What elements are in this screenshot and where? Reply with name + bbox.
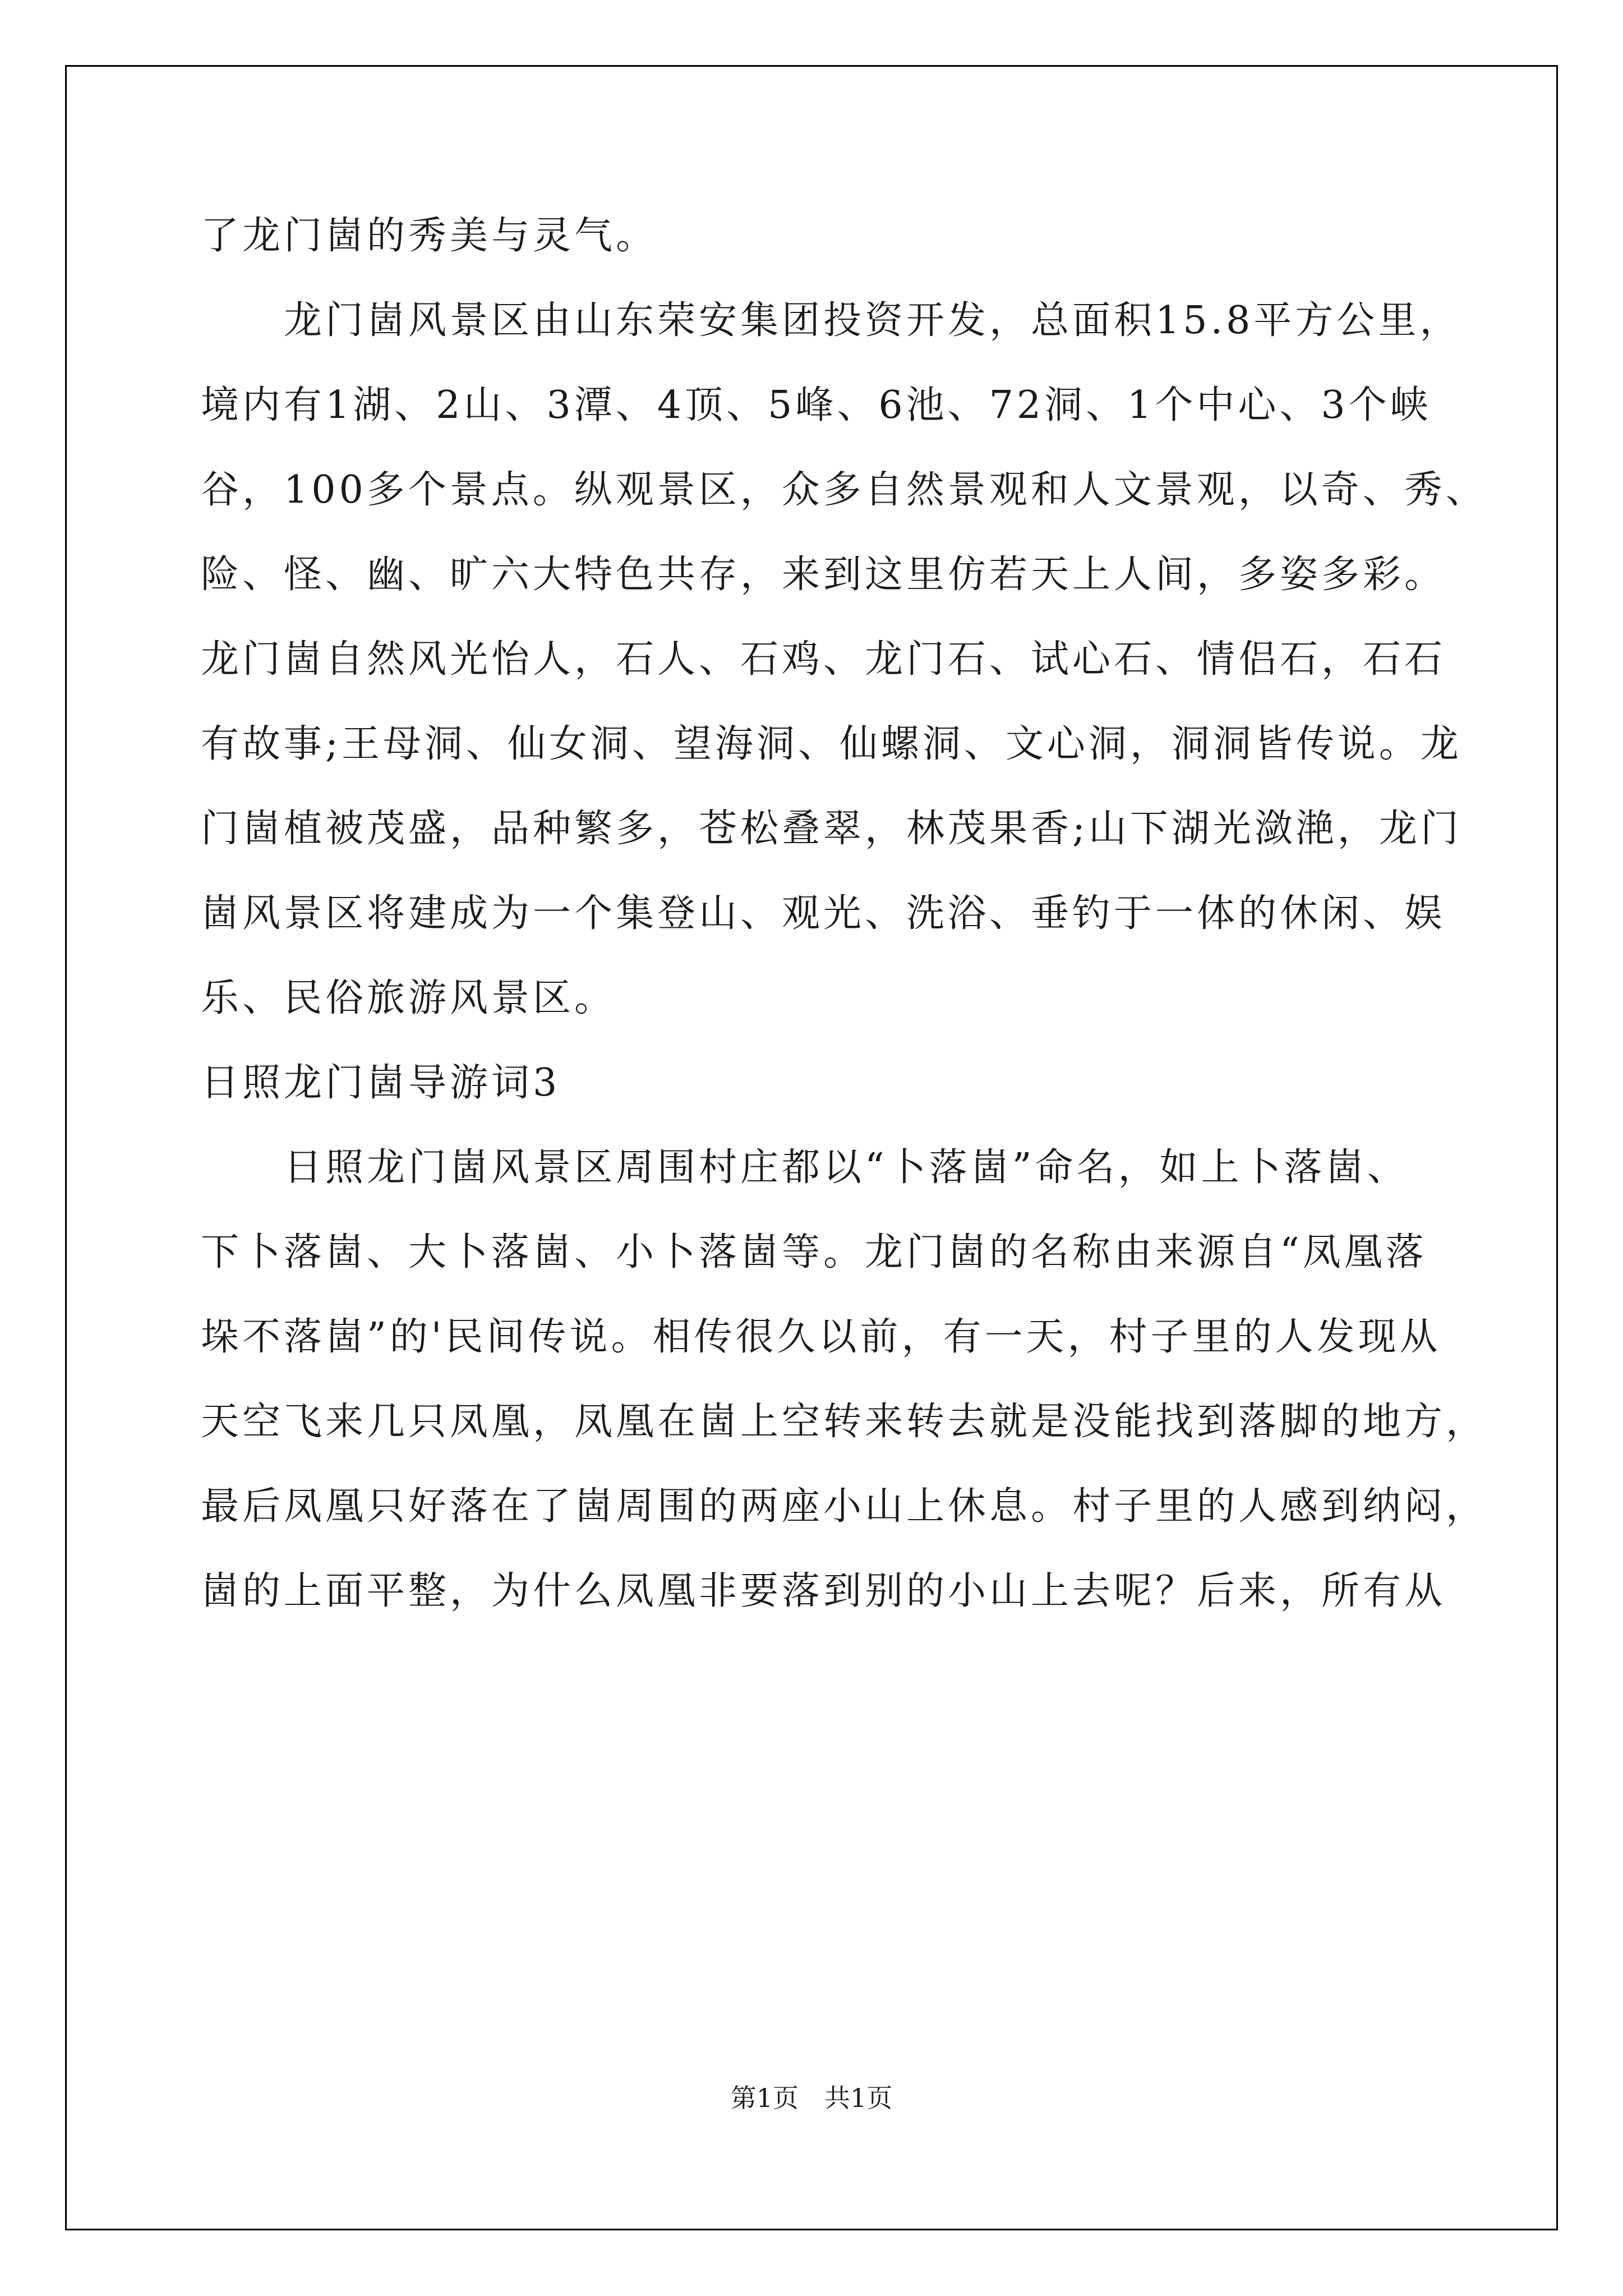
- paragraph-line: 乐、民俗旅游风景区。: [201, 976, 616, 1020]
- paragraph-line: 崮风景区将建成为一个集登山、观光、洗浴、垂钓于一体的休闲、娱: [201, 891, 1446, 936]
- paragraph-line: 天空飞来几只凤凰，凤凰在崮上空转来转去就是没能找到落脚的地方，: [201, 1400, 1488, 1444]
- paragraph-line: 最后凤凰只好落在了崮周围的两座小山上休息。村子里的人感到纳闷，: [201, 1484, 1488, 1529]
- paragraph-line: 境内有1湖、2山、3潭、4顶、5峰、6池、72洞、1个中心、3个峡: [201, 383, 1432, 427]
- page-footer: 第1页 共1页: [730, 2083, 893, 2113]
- text-line: 了龙门崮的秀美与灵气。: [201, 214, 658, 258]
- paragraph-line: 龙门崮风景区由山东荣安集团投资开发，总面积15.8平方公里，: [201, 298, 1461, 343]
- section-heading: 日照龙门崮导游词3: [201, 1061, 561, 1105]
- paragraph-line: 日照龙门崮风景区周围村庄都以“卜落崮”命名，如上卜落崮、: [201, 1145, 1409, 1190]
- paragraph-line: 险、怪、幽、旷六大特色共存，来到这里仿若天上人间，多姿多彩。: [201, 553, 1446, 597]
- paragraph-line: 龙门崮自然风光怡人，石人、石鸡、龙门石、试心石、情侣石，石石: [201, 637, 1446, 682]
- paragraph-line: 下卜落崮、大卜落崮、小卜落崮等。龙门崮的名称由来源自“凤凰落: [201, 1230, 1427, 1274]
- paragraph-line: 谷，100多个景点。纵观景区，众多自然景观和人文景观，以奇、秀、: [201, 468, 1487, 512]
- paragraph-line: 崮的上面平整，为什么凤凰非要落到别的小山上去呢？后来，所有从: [201, 1569, 1446, 1613]
- paragraph-line: 垛不落崮”的'民间传说。相传很久以前，有一天，村子里的人发现从: [201, 1315, 1441, 1359]
- paragraph-line: 门崮植被茂盛，品种繁多，苍松叠翠，林茂果香;山下湖光潋滟，龙门: [201, 807, 1462, 851]
- paragraph-line: 有故事;王母洞、仙女洞、望海洞、仙螺洞、文心洞，洞洞皆传说。龙: [201, 722, 1462, 766]
